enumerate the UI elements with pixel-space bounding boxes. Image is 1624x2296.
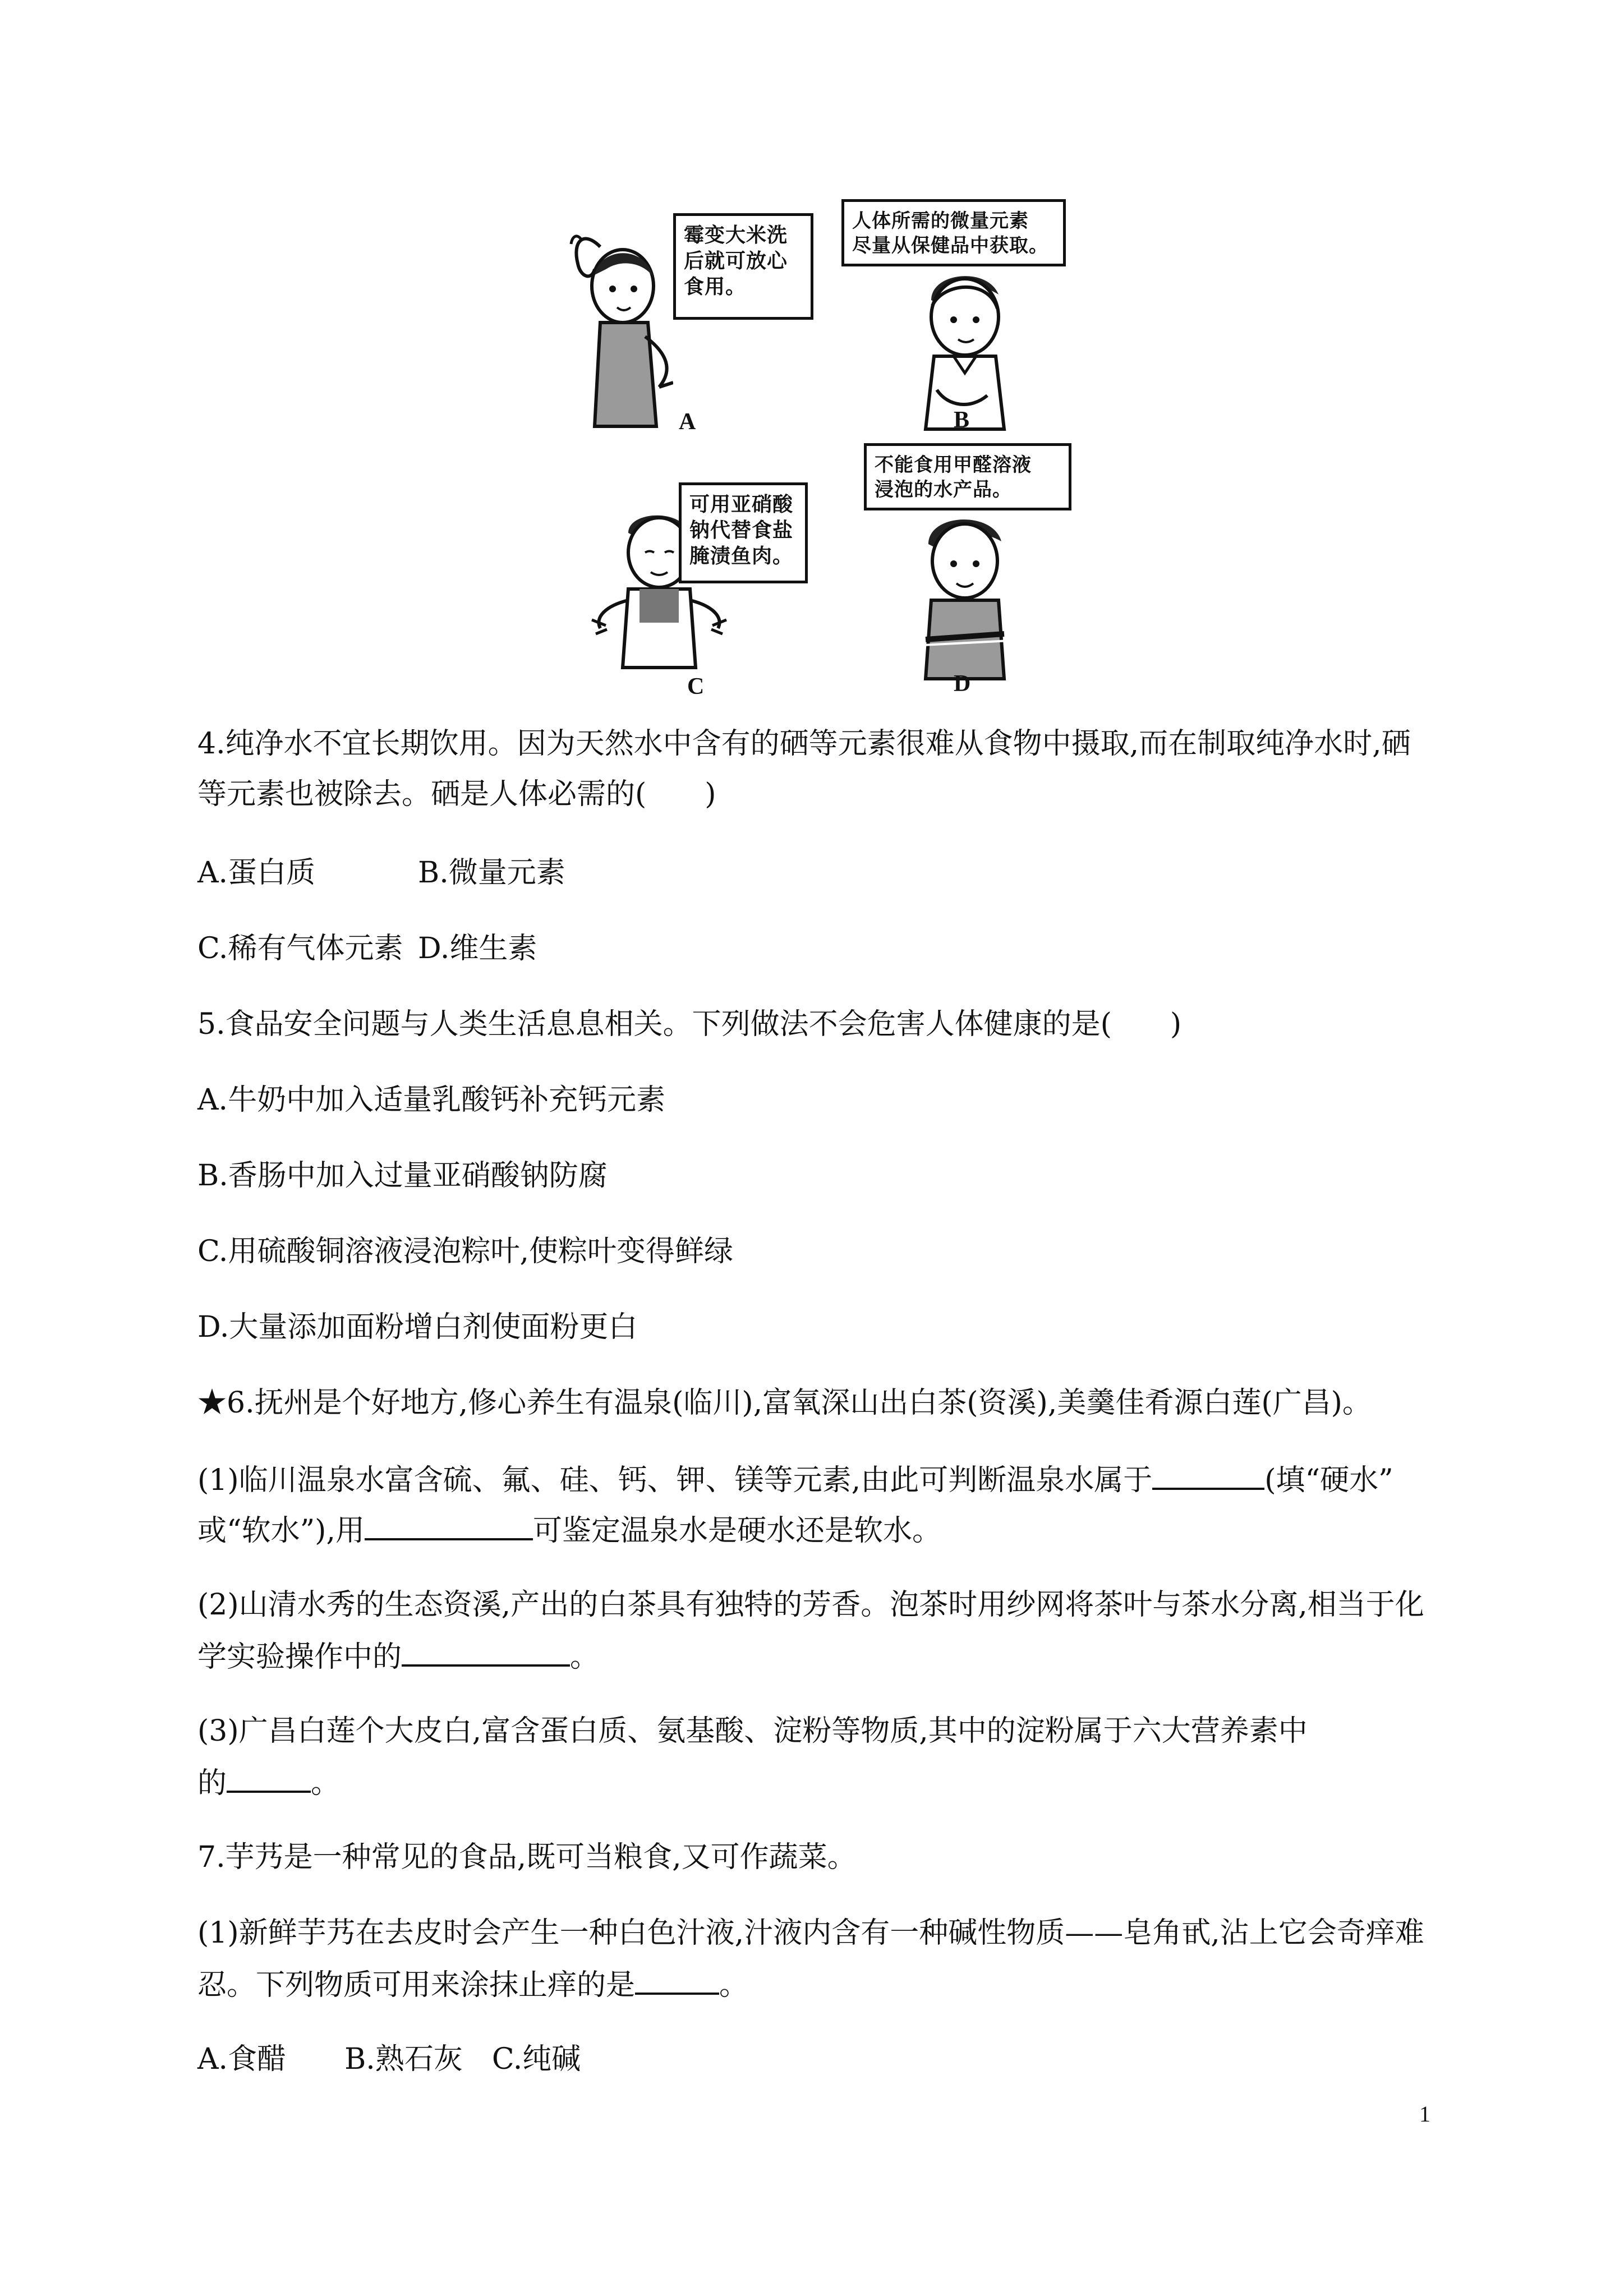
panel-label-c: C <box>687 674 705 700</box>
q4-stem-line1: 4.纯净水不宜长期饮用。因为天然水中含有的硒等元素很难从食物中摄取,而在制取纯净水时,硒 <box>197 727 1411 761</box>
speech-bubble-a: 霉变大米洗 后就可放心 食用。 <box>673 213 813 320</box>
panel-label-d: D <box>954 671 971 697</box>
panel-label-a: A <box>679 409 696 435</box>
q4-option-d: D.维生素 <box>418 932 537 965</box>
figure-panel-a <box>561 202 819 438</box>
q6-part3-text-a: 的 <box>197 1766 227 1800</box>
q6-part1-text-b: (填“硬水” <box>1264 1464 1393 1497</box>
speech-bubble-d: 不能食用甲醛溶液 浸泡的水产品。 <box>864 443 1071 510</box>
q6-part1-text-d: 可鉴定温泉水是硬水还是软水。 <box>533 1514 942 1548</box>
answer-blank-itch-relief[interactable] <box>635 1963 719 1995</box>
q7-options: A.食醋 B.熟石灰 C.纯碱 <box>197 2042 581 2076</box>
figure-panel-b <box>836 199 1071 440</box>
q6-part3-text-b: 。 <box>311 1766 341 1800</box>
q6-part1-line2 <box>197 1509 941 1551</box>
boy-crossed-arms-icon <box>898 505 1032 684</box>
q5-option-a: A.牛奶中加入适量乳酸钙补充钙元素 <box>197 1083 666 1117</box>
q7-part1-text-b: 。 <box>719 1968 749 2002</box>
girl-cartoon-icon <box>561 224 673 438</box>
q5-stem: 5.食品安全问题与人类生活息息相关。下列做法不会危害人体健康的是( ) <box>197 1007 1182 1041</box>
q6-part2-text-a: 学实验操作中的 <box>197 1640 402 1674</box>
q6-part1-text-a: (1)临川温泉水富含硫、氟、硅、钙、钾、镁等元素,由此可判断温泉水属于 <box>197 1464 1153 1497</box>
q5-option-c: C.用硫酸铜溶液浸泡粽叶,使粽叶变得鲜绿 <box>197 1235 733 1268</box>
q6-part3-line2 <box>197 1761 340 1803</box>
q7-part1-text-a: 忍。下列物质可用来涂抹止痒的是 <box>197 1968 636 2002</box>
q6-part1-text-c: 或“软水”),用 <box>197 1514 365 1548</box>
q6-part2-line2 <box>197 1635 599 1677</box>
q6-stem: ★6.抚州是个好地方,修心养生有温泉(临川),富氧深山出白茶(资溪),美羹佳肴源白莲(广昌)。 <box>197 1386 1372 1420</box>
q4-stem-line2: 等元素也被除去。硒是人体必需的( ) <box>197 777 716 811</box>
answer-blank-reagent[interactable] <box>365 1509 533 1540</box>
figure-panel-d <box>864 443 1077 707</box>
speech-bubble-b: 人体所需的微量元素 尽量从保健品中获取。 <box>841 199 1066 266</box>
answer-blank-nutrient[interactable] <box>227 1761 311 1793</box>
q5-option-d: D.大量添加面粉增白剂使面粉更白 <box>197 1310 638 1344</box>
page-number: 1 <box>1419 2101 1430 2127</box>
q7-part1-line1: (1)新鲜芋艿在去皮时会产生一种白色汁液,汁液内含有一种碱性物质——皂角甙,沾上它会奇痒难 <box>197 1916 1424 1950</box>
q4-option-a: A.蛋白质 <box>197 856 316 890</box>
answer-blank-operation[interactable] <box>402 1635 570 1667</box>
q6-part2-line1: (2)山清水秀的生态资溪,产出的白茶具有独特的芳香。泡茶时用纱网将茶叶与茶水分离,相当于化 <box>197 1588 1424 1622</box>
answer-blank-water-type[interactable] <box>1152 1458 1264 1490</box>
panel-label-b: B <box>954 407 970 433</box>
q6-part3-line1: (3)广昌白莲个大皮白,富含蛋白质、氨基酸、淀粉等物质,其中的淀粉属于六大营养素中 <box>197 1714 1308 1748</box>
q7-stem: 7.芋艿是一种常见的食品,既可当粮食,又可作蔬菜。 <box>197 1841 857 1874</box>
speech-bubble-c: 可用亚硝酸 钠代替食盐 腌渍鱼肉。 <box>679 482 808 583</box>
q6-part1-line1 <box>197 1458 1393 1501</box>
q4-option-b: B.微量元素 <box>418 856 565 890</box>
figure-panel-c <box>583 482 808 707</box>
q5-option-b: B.香肠中加入过量亚硝酸钠防腐 <box>197 1159 608 1193</box>
q7-part1-line2 <box>197 1963 748 2005</box>
q4-option-c: C.稀有气体元素 <box>197 932 403 965</box>
q6-part2-text-b: 。 <box>570 1640 600 1674</box>
